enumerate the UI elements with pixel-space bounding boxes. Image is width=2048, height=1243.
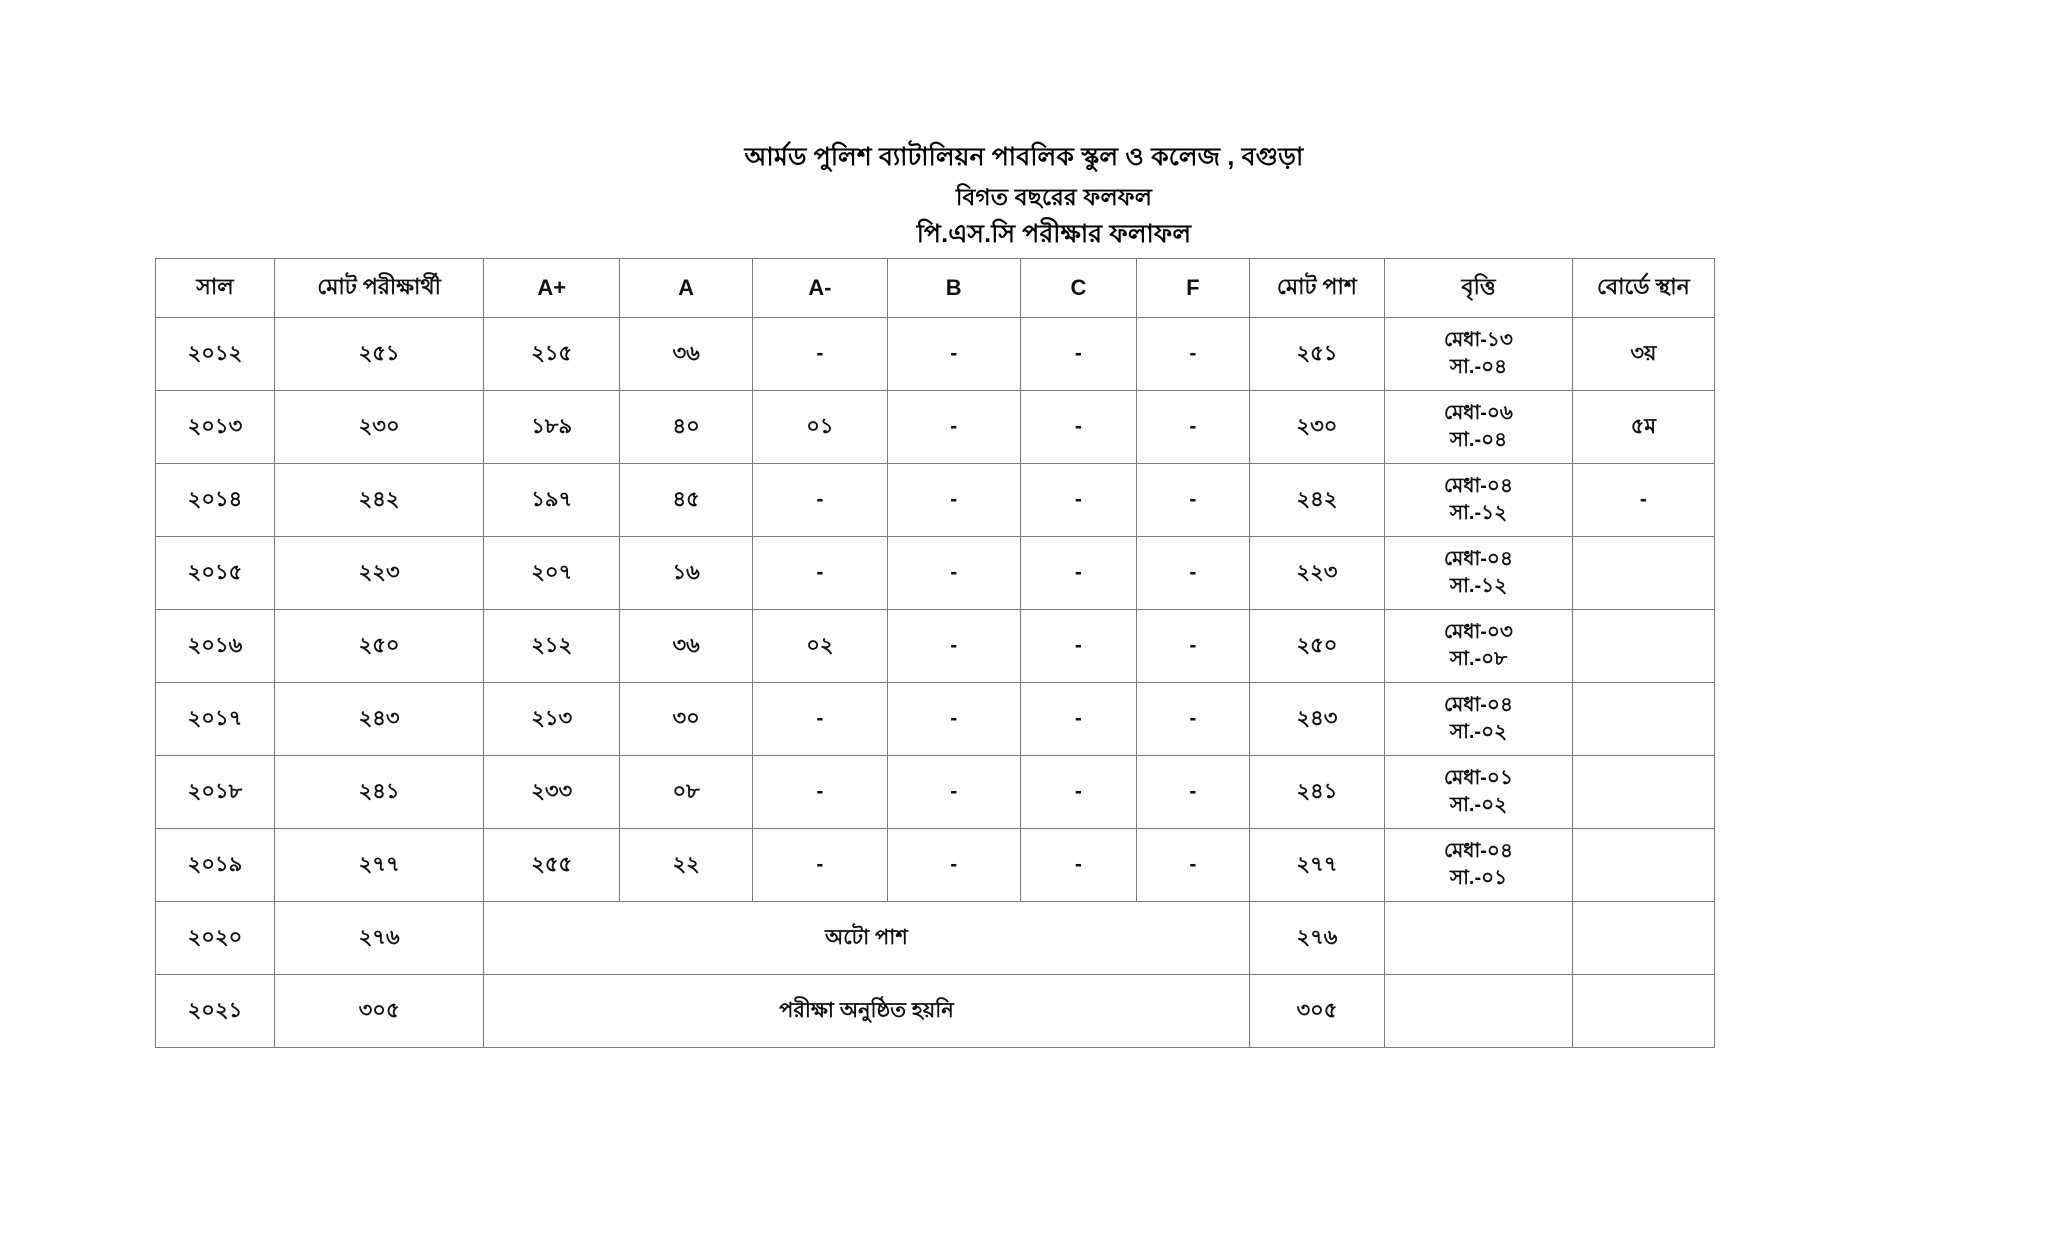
column-header-total-examinees: মোট পরীক্ষার্থী <box>274 259 483 318</box>
cell-b: - <box>887 829 1020 902</box>
cell-a-plus: ২১২ <box>484 610 620 683</box>
cell-board-position <box>1572 975 1714 1048</box>
column-header-a: A <box>620 259 753 318</box>
cell-c: - <box>1020 537 1136 610</box>
table-body <box>156 318 1715 1048</box>
cell-total-pass: ২৭৬ <box>1249 902 1385 975</box>
table-row <box>156 683 1715 756</box>
cell-f: - <box>1137 829 1249 902</box>
scholarship-general: সা.-০১ <box>1449 867 1508 889</box>
cell-b: - <box>887 537 1020 610</box>
cell-total-examinees: ২৫০ <box>274 610 483 683</box>
column-header-f: F <box>1137 259 1249 318</box>
scholarship-merit: মেধা-০৬ <box>1444 402 1513 425</box>
scholarship-merit: মেধা-০৪ <box>1444 548 1513 571</box>
cell-board-position <box>1572 537 1714 610</box>
cell-scholarship <box>1385 975 1572 1048</box>
cell-a: ৪০ <box>620 391 753 464</box>
cell-scholarship <box>1385 829 1572 902</box>
document-heading <box>0 0 2048 253</box>
cell-total-examinees: ২৫১ <box>274 318 483 391</box>
table-row <box>156 318 1715 391</box>
cell-board-position <box>1572 610 1714 683</box>
cell-b: - <box>887 610 1020 683</box>
table-row <box>156 537 1715 610</box>
cell-total-pass: ২৩০ <box>1249 391 1385 464</box>
table-header-row <box>156 259 1715 318</box>
cell-total-examinees: ২৭৭ <box>274 829 483 902</box>
cell-c: - <box>1020 683 1136 756</box>
cell-total-examinees: ২৭৬ <box>274 902 483 975</box>
cell-total-examinees: ২৪২ <box>274 464 483 537</box>
cell-total-pass: ২৫১ <box>1249 318 1385 391</box>
cell-c: - <box>1020 756 1136 829</box>
cell-a: ৩০ <box>620 683 753 756</box>
scholarship-general: সা.-১২ <box>1449 575 1508 597</box>
cell-f: - <box>1137 683 1249 756</box>
cell-a: ১৬ <box>620 537 753 610</box>
cell-total-examinees: ২২৩ <box>274 537 483 610</box>
cell-a: ২২ <box>620 829 753 902</box>
cell-total-pass: ২৪৩ <box>1249 683 1385 756</box>
cell-f: - <box>1137 537 1249 610</box>
cell-scholarship <box>1385 391 1572 464</box>
cell-a: ৪৫ <box>620 464 753 537</box>
column-header-a-minus: A- <box>753 259 887 318</box>
table-row <box>156 902 1715 975</box>
cell-scholarship <box>1385 464 1572 537</box>
subtitle-psc-exam-result: পি.এস.সি পরীক্ষার ফলাফল <box>916 220 1192 249</box>
cell-a-plus: ২৫৫ <box>484 829 620 902</box>
cell-f: - <box>1137 464 1249 537</box>
cell-a: ০৮ <box>620 756 753 829</box>
column-header-total-pass: মোট পাশ <box>1249 259 1385 318</box>
cell-f: - <box>1137 391 1249 464</box>
column-header-year: সাল <box>156 259 275 318</box>
column-header-scholarship: বৃত্তি <box>1385 259 1572 318</box>
cell-total-pass: ২৫০ <box>1249 610 1385 683</box>
table-row <box>156 756 1715 829</box>
cell-c: - <box>1020 610 1136 683</box>
column-header-a-plus: A+ <box>484 259 620 318</box>
cell-a-minus: - <box>753 537 887 610</box>
cell-board-position <box>1572 756 1714 829</box>
cell-c: - <box>1020 829 1136 902</box>
institution-name: আর্মড পুলিশ ব্যাটালিয়ন পাবলিক স্কুল ও কলেজ , বগুড়া <box>744 143 1304 171</box>
scholarship-general: সা.-০২ <box>1449 794 1508 816</box>
cell-a-plus: ২১৩ <box>484 683 620 756</box>
cell-a-minus: ০২ <box>753 610 887 683</box>
cell-scholarship <box>1385 683 1572 756</box>
scholarship-general: সা.-১২ <box>1449 502 1508 524</box>
cell-b: - <box>887 683 1020 756</box>
cell-year: ২০২১ <box>156 975 275 1048</box>
cell-scholarship <box>1385 756 1572 829</box>
cell-merged-note: অটো পাশ <box>484 902 1249 975</box>
cell-f: - <box>1137 610 1249 683</box>
cell-board-position: ৩য় <box>1572 318 1714 391</box>
cell-year: ২০১৬ <box>156 610 275 683</box>
cell-total-pass: ২৪১ <box>1249 756 1385 829</box>
cell-a-minus: - <box>753 318 887 391</box>
cell-total-pass: ৩০৫ <box>1249 975 1385 1048</box>
cell-total-pass: ২৭৭ <box>1249 829 1385 902</box>
cell-scholarship <box>1385 902 1572 975</box>
cell-a-plus: ২১৫ <box>484 318 620 391</box>
table-row <box>156 391 1715 464</box>
cell-a-minus: ০১ <box>753 391 887 464</box>
cell-scholarship <box>1385 537 1572 610</box>
scholarship-merit: মেধা-০৪ <box>1444 840 1513 863</box>
cell-year: ২০১২ <box>156 318 275 391</box>
cell-year: ২০১৩ <box>156 391 275 464</box>
cell-a-plus: ১৮৯ <box>484 391 620 464</box>
cell-c: - <box>1020 318 1136 391</box>
scholarship-general: সা.-০৮ <box>1449 648 1508 670</box>
cell-total-pass: ২২৩ <box>1249 537 1385 610</box>
cell-total-examinees: ২৪৩ <box>274 683 483 756</box>
cell-a-minus: - <box>753 683 887 756</box>
column-header-board-position: বোর্ডে স্থান <box>1572 259 1714 318</box>
cell-a: ৩৬ <box>620 318 753 391</box>
cell-b: - <box>887 756 1020 829</box>
cell-board-position <box>1572 829 1714 902</box>
cell-a-minus: - <box>753 829 887 902</box>
cell-a-minus: - <box>753 464 887 537</box>
cell-f: - <box>1137 756 1249 829</box>
scholarship-merit: মেধা-০১ <box>1444 767 1513 790</box>
cell-a-minus: - <box>753 756 887 829</box>
cell-board-position: ৫ম <box>1572 391 1714 464</box>
cell-board-position <box>1572 683 1714 756</box>
cell-a-plus: ১৯৭ <box>484 464 620 537</box>
cell-year: ২০১৪ <box>156 464 275 537</box>
cell-a-plus: ২০৭ <box>484 537 620 610</box>
scholarship-merit: মেধা-০৪ <box>1444 475 1513 498</box>
psc-result-table <box>155 258 1715 1048</box>
scholarship-general: সা.-০৪ <box>1449 356 1508 378</box>
scholarship-general: সা.-০৪ <box>1449 429 1508 451</box>
cell-b: - <box>887 391 1020 464</box>
cell-b: - <box>887 318 1020 391</box>
table-row <box>156 975 1715 1048</box>
cell-merged-note: পরীক্ষা অনুষ্ঠিত হয়নি <box>484 975 1249 1048</box>
scholarship-merit: মেধা-০৩ <box>1444 621 1513 644</box>
cell-total-pass: ২৪২ <box>1249 464 1385 537</box>
cell-total-examinees: ২৪১ <box>274 756 483 829</box>
cell-c: - <box>1020 391 1136 464</box>
cell-scholarship <box>1385 318 1572 391</box>
cell-total-examinees: ৩০৫ <box>274 975 483 1048</box>
cell-year: ২০১৫ <box>156 537 275 610</box>
cell-year: ২০১৮ <box>156 756 275 829</box>
scholarship-general: সা.-০২ <box>1449 721 1508 743</box>
result-table-container <box>155 258 1715 1048</box>
cell-year: ২০১৭ <box>156 683 275 756</box>
cell-total-examinees: ২৩০ <box>274 391 483 464</box>
cell-c: - <box>1020 464 1136 537</box>
cell-year: ২০১৯ <box>156 829 275 902</box>
cell-board-position <box>1572 902 1714 975</box>
table-row <box>156 610 1715 683</box>
column-header-b: B <box>887 259 1020 318</box>
scholarship-merit: মেধা-১৩ <box>1444 329 1513 352</box>
cell-f: - <box>1137 318 1249 391</box>
subtitle-previous-years-result: বিগত বছরের ফলফল <box>955 183 1153 210</box>
cell-a-plus: ২৩৩ <box>484 756 620 829</box>
table-row <box>156 464 1715 537</box>
table-row <box>156 829 1715 902</box>
cell-year: ২০২০ <box>156 902 275 975</box>
table-header <box>156 259 1715 318</box>
cell-board-position: - <box>1572 464 1714 537</box>
scholarship-merit: মেধা-০৪ <box>1444 694 1513 717</box>
cell-scholarship <box>1385 610 1572 683</box>
cell-b: - <box>887 464 1020 537</box>
cell-a: ৩৬ <box>620 610 753 683</box>
column-header-c: C <box>1020 259 1136 318</box>
